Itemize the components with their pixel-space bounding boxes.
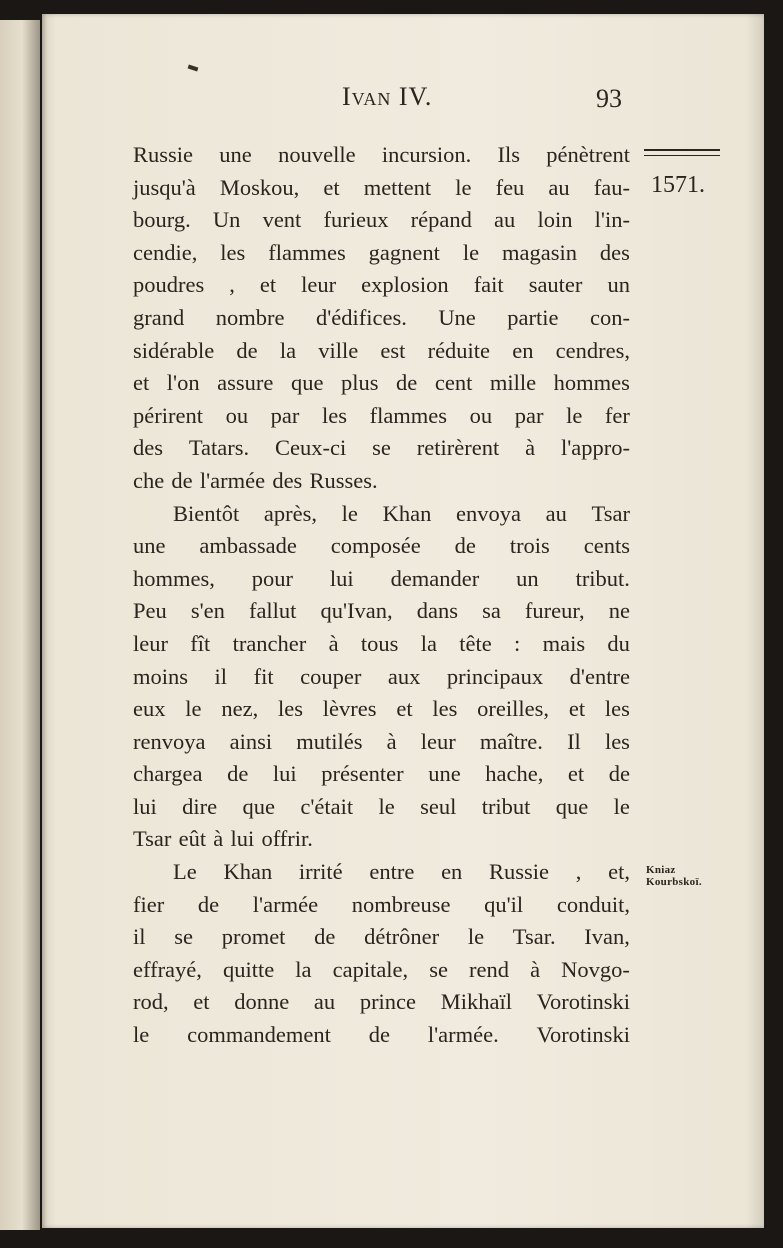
margin-note-line: Kourbskoï. bbox=[646, 876, 702, 888]
text-line: le commandement de l'armée. Vorotinski bbox=[133, 1022, 630, 1048]
text-line: chargea de lui présenter une hache, et de bbox=[133, 761, 630, 787]
page-number: 93 bbox=[596, 84, 622, 113]
text-line: fier de l'armée nombreuse qu'il conduit, bbox=[133, 891, 630, 917]
text-line: Tsar eût à lui offrir. bbox=[133, 826, 313, 852]
running-title: Ivan IV. bbox=[342, 82, 433, 111]
text-line: jusqu'à Moskou, et mettent le feu au fau- bbox=[133, 174, 630, 200]
margin-note-line: Kniaz bbox=[646, 864, 676, 876]
margin-note bbox=[646, 864, 702, 888]
text-line: des Tatars. Ceux-ci se retirèrent à l'appro- bbox=[133, 435, 630, 461]
text-line: moins il fit couper aux principaux d'entre bbox=[133, 663, 630, 689]
text-line: il se promet de détrôner le Tsar. Ivan, bbox=[133, 924, 630, 950]
text-line: bourg. Un vent furieux répand au loin l'in- bbox=[133, 207, 630, 233]
text-line: eux le nez, les lèvres et les oreilles, et les bbox=[133, 696, 630, 722]
text-line: che de l'armée des Russes. bbox=[133, 467, 378, 493]
text-line: périrent ou par les flammes ou par le fer bbox=[133, 402, 630, 428]
text-line: grand nombre d'édifices. Une partie con- bbox=[133, 304, 630, 330]
text-line: et l'on assure que plus de cent mille hommes bbox=[133, 370, 630, 396]
text-line: Peu s'en fallut qu'Ivan, dans sa fureur, ne bbox=[133, 598, 630, 624]
text-line: Bientôt après, le Khan envoya au Tsar bbox=[173, 500, 630, 526]
body-text bbox=[133, 139, 630, 1052]
text-line: leur fît trancher à tous la tête : mais du bbox=[133, 630, 630, 656]
margin-rule bbox=[644, 149, 720, 156]
text-line: Le Khan irrité entre en Russie , et, bbox=[173, 859, 630, 885]
text-line: sidérable de la ville est réduite en cendres, bbox=[133, 337, 630, 363]
text-line: renvoya ainsi mutilés à leur maître. Il les bbox=[133, 728, 630, 754]
facing-page-edge bbox=[0, 20, 40, 1230]
margin-year: 1571. bbox=[651, 172, 705, 198]
text-line: rod, et donne au prince Mikhaïl Vorotinski bbox=[133, 989, 630, 1015]
text-line: cendie, les flammes gagnent le magasin des bbox=[133, 239, 630, 265]
text-line: une ambassade composée de trois cents bbox=[133, 533, 630, 559]
page-edge-shadow bbox=[746, 14, 764, 1228]
text-line: effrayé, quitte la capitale, se rend à Novgo- bbox=[133, 956, 630, 982]
text-line: Russie une nouvelle incursion. Ils pénètrent bbox=[133, 142, 630, 167]
text-line: poudres , et leur explosion fait sauter un bbox=[133, 272, 630, 298]
text-line: lui dire que c'était le seul tribut que le bbox=[133, 793, 630, 819]
page-header bbox=[0, 82, 783, 122]
text-line: hommes, pour lui demander un tribut. bbox=[133, 565, 630, 591]
